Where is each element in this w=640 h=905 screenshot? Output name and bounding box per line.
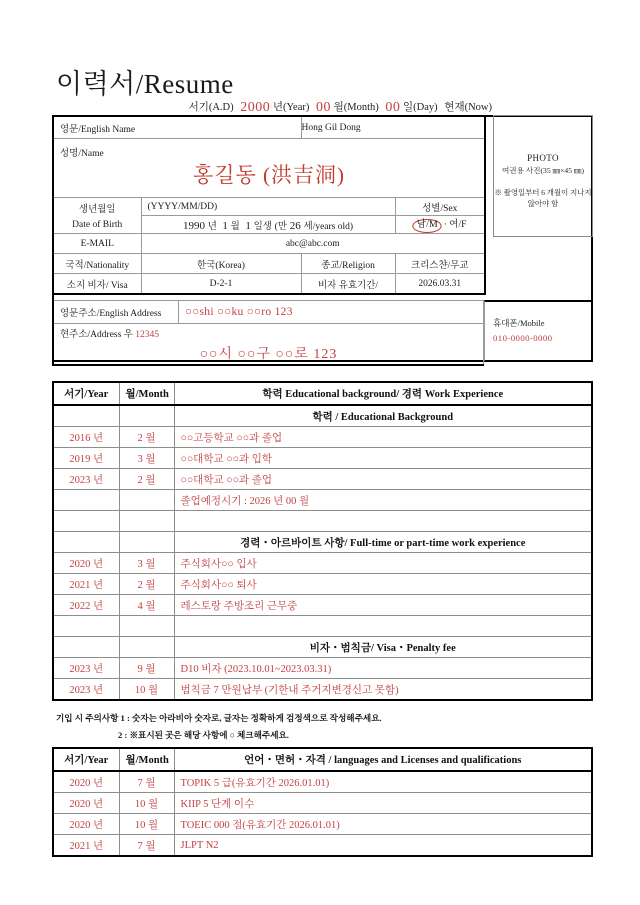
education-row-year[interactable]: 2023 년 xyxy=(53,679,119,701)
korean-address-value[interactable]: ○○시 ○○구 ○○로 123 xyxy=(53,342,484,365)
nationality-label: 국적/Nationality xyxy=(53,254,141,274)
email-value[interactable]: abc@abc.com xyxy=(141,234,485,254)
ad-month-unit: 월(Month) xyxy=(333,102,379,113)
education-row-text[interactable]: D10 비자 (2023.10.01~2023.03.31) xyxy=(174,658,592,679)
education-table-body xyxy=(53,405,592,700)
education-row-month[interactable]: 3 월 xyxy=(119,448,174,469)
education-row-text[interactable]: 범칙금 7 만원납부 (기한내 주거지변경신고 못함) xyxy=(174,679,592,701)
sex-separator: · xyxy=(443,220,447,231)
table-header-row xyxy=(53,748,592,771)
license-header-month: 월/Month xyxy=(119,748,174,771)
dob-format-hint: (YYYY/MM/DD) xyxy=(141,198,395,216)
license-row-month[interactable]: 10 월 xyxy=(119,814,174,835)
page-title: 이력서/Resume xyxy=(56,69,234,99)
table-row xyxy=(53,553,592,574)
table-row xyxy=(53,595,592,616)
sex-value[interactable] xyxy=(395,216,485,234)
dob-month-unit: 월 xyxy=(230,221,240,232)
table-row xyxy=(53,427,592,448)
education-row-month[interactable]: 2 월 xyxy=(119,427,174,448)
ad-now-label: 현재(Now) xyxy=(444,102,492,113)
education-row-month xyxy=(119,490,174,511)
english-address-value[interactable]: ○○shi ○○ku ○○ro 123 xyxy=(179,301,484,324)
note-line-1: 기입 시 주의사항 1 : 숫자는 아라비아 숫자로, 글자는 정확하게 검정색으로 작성해주세요. xyxy=(56,713,382,723)
table-row xyxy=(53,198,485,216)
mobile-label: 휴대폰/Mobile xyxy=(493,318,545,328)
education-section-title: 학력 / Educational Background xyxy=(174,405,592,427)
education-row-year[interactable]: 2016 년 xyxy=(53,427,119,448)
education-row-month[interactable]: 2 월 xyxy=(119,469,174,490)
table-row xyxy=(53,490,592,511)
license-row-month[interactable]: 7 월 xyxy=(119,771,174,793)
education-row-text[interactable]: ○○고등학교 ○○과 졸업 xyxy=(174,427,592,448)
license-row-text[interactable]: JLPT N2 xyxy=(174,835,592,857)
table-row xyxy=(53,637,592,658)
photo-placeholder xyxy=(493,115,593,237)
education-row-month xyxy=(119,637,174,658)
mobile-value[interactable]: 010-0000-0000 xyxy=(493,333,553,344)
table-row xyxy=(53,771,592,793)
education-row-year[interactable]: 2019 년 xyxy=(53,448,119,469)
english-name-value[interactable]: Hong Gil Dong xyxy=(301,116,485,139)
table-row xyxy=(53,116,485,139)
education-section-title: 비자・범칙금/ Visa・Penalty fee xyxy=(174,637,592,658)
ad-date-line xyxy=(189,99,492,116)
dob-label xyxy=(53,198,141,234)
language-license-table xyxy=(52,747,593,857)
education-row-month[interactable]: 2 월 xyxy=(119,574,174,595)
table-row xyxy=(53,324,484,343)
license-row-text[interactable]: TOPIK 5 급(유효기간 2026.01.01) xyxy=(174,771,592,793)
ad-year-unit: 년(Year) xyxy=(272,102,310,113)
ad-prefix: 서기(A.D) xyxy=(188,102,234,113)
education-career-table xyxy=(52,381,593,701)
visa-value[interactable]: D-2-1 xyxy=(141,274,301,295)
license-row-text[interactable]: TOEIC 000 점(유효기간 2026.01.01) xyxy=(174,814,592,835)
visa-expiry-value[interactable]: 2026.03.31 xyxy=(395,274,485,295)
photo-note: ※ 촬영일부터 6 개월이 지나지 않아야 함 xyxy=(494,188,592,209)
table-row xyxy=(53,301,484,324)
sex-male-option[interactable]: 남/M xyxy=(412,219,442,233)
dob-label-en: Date of Birth xyxy=(72,220,123,230)
sex-female-option[interactable]: 여/F xyxy=(449,220,467,231)
dob-age: 26 xyxy=(289,219,301,232)
religion-label: 종교/Religion xyxy=(301,254,395,274)
photo-subtitle: 여권용 사진(35 ㎜×45 ㎜) xyxy=(501,166,585,176)
table-row xyxy=(53,658,592,679)
korean-address-label-cell xyxy=(53,324,484,343)
dob-day: 1 xyxy=(245,219,251,232)
english-address-label: 영문주소/English Address xyxy=(53,301,179,324)
table-row xyxy=(53,234,485,254)
education-row-year[interactable]: 2020 년 xyxy=(53,553,119,574)
table-row xyxy=(53,274,485,295)
license-row-year[interactable]: 2020 년 xyxy=(53,771,119,793)
dob-year-unit: 년 xyxy=(207,221,217,232)
education-row-text[interactable]: 졸업예정시기 : 2026 년 00 월 xyxy=(174,490,592,511)
dob-age-suffix: 세/years old) xyxy=(303,221,354,232)
education-row-text[interactable]: ○○대학교 ○○과 졸업 xyxy=(174,469,592,490)
dob-label-ko: 생년월일 xyxy=(78,205,116,215)
license-row-month[interactable]: 7 월 xyxy=(119,835,174,857)
education-row-year xyxy=(53,532,119,553)
license-header-main: 언어・면허・자격 / languages and Licenses and qualifications xyxy=(174,748,592,771)
english-name-label: 영문/English Name xyxy=(53,116,301,139)
table-row xyxy=(53,405,592,427)
visa-label: 소지 비자/ Visa xyxy=(53,274,141,295)
education-row-month xyxy=(119,405,174,427)
table-row xyxy=(53,342,484,365)
note-line-2: 2 : ※표시된 곳은 해당 사항에 ○ 체크해주세요. xyxy=(118,729,289,740)
education-header-year: 서기/Year xyxy=(53,382,119,405)
education-row-text[interactable]: 주식회사○○ 퇴사 xyxy=(174,574,592,595)
table-header-row xyxy=(53,382,592,405)
table-row xyxy=(53,139,485,198)
education-header-main: 학력 Educational background/ 경력 Work Experience xyxy=(174,382,592,405)
email-label: E-MAIL xyxy=(53,234,141,254)
visa-expiry-label: 비자 유효기간/ xyxy=(301,274,395,295)
education-row-year xyxy=(53,405,119,427)
table-row xyxy=(53,448,592,469)
name-label: 성명/Name xyxy=(60,149,104,159)
license-row-year[interactable]: 2020 년 xyxy=(53,793,119,814)
form-notes xyxy=(56,710,586,744)
education-row-year[interactable]: 2023 년 xyxy=(53,469,119,490)
dob-day-unit: 일생 xyxy=(253,221,272,232)
dob-month: 1 xyxy=(222,219,228,232)
name-value[interactable]: 홍길동 (洪吉洞) xyxy=(192,163,346,187)
education-row-year xyxy=(53,616,119,637)
education-row-text[interactable]: ○○대학교 ○○과 입학 xyxy=(174,448,592,469)
education-header-month: 월/Month xyxy=(119,382,174,405)
education-row-month[interactable]: 3 월 xyxy=(119,553,174,574)
education-row-year xyxy=(53,637,119,658)
education-row-year xyxy=(53,511,119,532)
address-table xyxy=(52,300,484,366)
photo-title: PHOTO xyxy=(527,153,559,163)
ad-year-value: 2000 xyxy=(240,100,271,115)
license-row-year[interactable]: 2021 년 xyxy=(53,835,119,857)
education-row-text[interactable]: 주식회사○○ 입사 xyxy=(174,553,592,574)
license-row-month[interactable]: 10 월 xyxy=(119,793,174,814)
table-row xyxy=(53,532,592,553)
mobile-box xyxy=(484,300,593,362)
table-row xyxy=(53,793,592,814)
table-row xyxy=(53,574,592,595)
personal-info-table xyxy=(52,115,486,295)
license-row-year[interactable]: 2020 년 xyxy=(53,814,119,835)
education-row-month xyxy=(119,532,174,553)
education-row-year[interactable]: 2022 년 xyxy=(53,595,119,616)
table-row xyxy=(53,616,592,637)
ad-month-value: 00 xyxy=(316,100,332,115)
education-row-month xyxy=(119,616,174,637)
education-row-year xyxy=(53,490,119,511)
religion-value[interactable]: 크리스챤/무교 xyxy=(395,254,485,274)
education-row-month xyxy=(119,511,174,532)
table-row xyxy=(53,469,592,490)
education-row-month[interactable]: 9 월 xyxy=(119,658,174,679)
korean-address-label: 현주소/Address 우 xyxy=(60,330,133,340)
postal-code[interactable]: 12345 xyxy=(135,330,159,340)
sex-label: 성별/Sex xyxy=(395,198,485,216)
table-row xyxy=(53,814,592,835)
dob-year: 1990 xyxy=(182,219,205,232)
education-row-month[interactable]: 10 월 xyxy=(119,679,174,701)
license-header-year: 서기/Year xyxy=(53,748,119,771)
ad-day-value: 00 xyxy=(385,100,401,115)
license-table-body xyxy=(53,771,592,856)
education-blank-cell[interactable] xyxy=(174,616,592,637)
table-row xyxy=(53,511,592,532)
education-row-text[interactable]: 레스토랑 주방조리 근무중 xyxy=(174,595,592,616)
table-row xyxy=(53,254,485,274)
dob-age-prefix: (만 xyxy=(274,221,288,232)
education-row-month[interactable]: 4 월 xyxy=(119,595,174,616)
education-section-title: 경력・아르바이트 사항/ Full-time or part-time work experience xyxy=(174,532,592,553)
table-row xyxy=(53,679,592,701)
dob-value[interactable] xyxy=(141,216,395,234)
education-row-year[interactable]: 2021 년 xyxy=(53,574,119,595)
table-row xyxy=(53,835,592,857)
education-row-year[interactable]: 2023 년 xyxy=(53,658,119,679)
name-cell xyxy=(53,139,485,198)
nationality-value[interactable]: 한국(Korea) xyxy=(141,254,301,274)
license-row-text[interactable]: KIIP 5 단계 이수 xyxy=(174,793,592,814)
education-blank-cell[interactable] xyxy=(174,511,592,532)
ad-day-unit: 일(Day) xyxy=(403,102,438,113)
